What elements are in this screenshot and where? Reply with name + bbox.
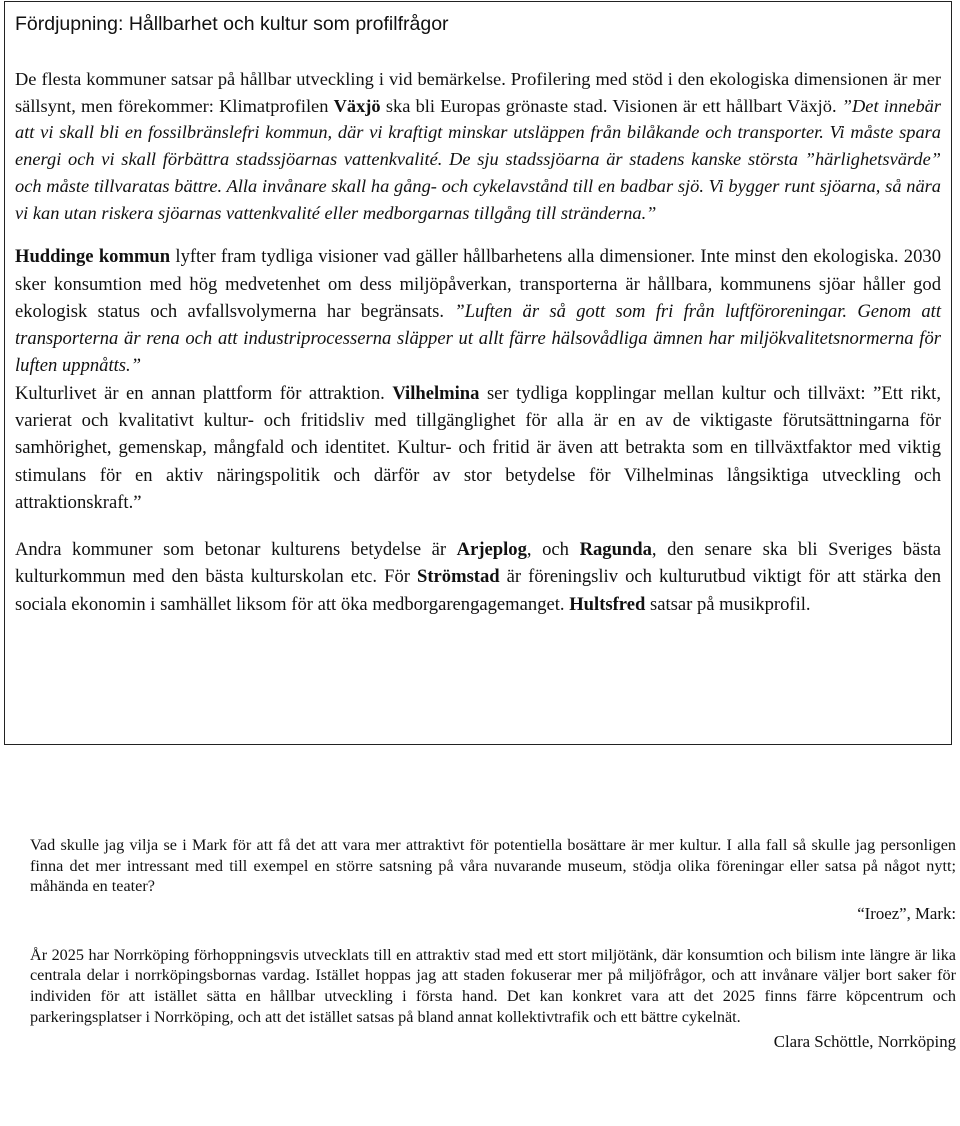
text-span: Kulturlivet är en annan plattform för attraktion.	[15, 382, 393, 404]
quote-author: “Iroez”, Mark:	[857, 903, 956, 923]
text-span: Andra kommuner som betonar kulturens betydelse är	[15, 539, 457, 561]
text-span: , och	[526, 539, 580, 561]
quote-italic: ”Luften är så gott som fri från luftföroreningar. Genom att transporterna är rena och att industriprocesserna släpper ut allt färre hälsovådliga ämnen har miljökvalitetsnormerna för luften uppnåtts.”	[15, 300, 941, 377]
municipality-name: Ragunda	[579, 539, 652, 561]
citizen-quotes	[30, 835, 956, 1053]
municipality-name: Vilhelmina	[392, 382, 480, 404]
municipality-name: Hultsfred	[569, 593, 646, 615]
paragraph-vaxjo	[15, 66, 941, 226]
text-span: , den senare ska bli Sveriges bästa kulturkommun med den bästa kulturskolan etc. För	[15, 539, 941, 588]
quote-text: År 2025 har Norrköping förhoppningsvis utvecklats till en attraktiv stad med ett stort miljötänk, där konsumtion och bilism inte längre är lika centrala delar i norrköpingsbornas vardag. Istället hoppas jag att staden fokuserar mer på miljöfrågor, och att invånare väljer bort saker för individen för att istället sätta en hållbar utveckling i första hand. Det kan konkret vara att det 2025 finns färre köpcentrum och parkeringsplatser i Norrköping, och att det istället satsas på bland annat kollektivtrafik och ett bättre cykelnät.	[30, 945, 956, 1026]
paragraph-other-municipalities	[15, 536, 941, 618]
text-span: De flesta kommuner satsar på hållbar utveckling i vid bemärkelse. Profilering med stöd i den ekologiska dimensionen är mer sällsynt, men förekommer: Klimatprofilen	[15, 69, 941, 116]
municipality-name: Huddinge kommun	[15, 246, 171, 268]
municipality-name: Arjeplog	[456, 539, 527, 561]
paragraph-huddinge	[15, 243, 941, 379]
quote-author: Clara Schöttle, Norrköping	[773, 1032, 956, 1052]
municipality-name: Strömstad	[417, 566, 500, 588]
text-span: lyfter fram tydliga visioner vad gäller hållbarhetens alla dimensioner. Inte minst den ekologiska. 2030 sker konsumtion med hög medvetenhet om dess miljöpåverkan, transporterna är hållbara, kommunens sjöar håller god ekologisk status och avfallsvolymerna har begränsats.	[15, 246, 941, 322]
text-span: är föreningsliv och kulturutbud viktigt för att stärka den sociala ekonomin i samhället liksom för att öka medborgarengagemanget.	[15, 566, 941, 615]
municipality-name: Växjö	[333, 95, 381, 116]
text-span: satsar på musikprofil.	[645, 593, 811, 615]
quote-italic: ”Det innebär att vi skall bli en fossilbränslefri kommun, där vi kraftigt minskar utsläppen från bilåkande och transporter. Vi måste spara energi och vi skall förbättra stadssjöarnas vattenkvalité. De sju stadssjöarna är stadens kanske största ”härlighetsvärde” och måste tillvaratas bättre. Alla invånare skall ha gång- och cykelavstånd till en badbar sjö. Vi bygger runt sjöarna, så nära vi kan utan riskera sjöarnas vattenkvalité eller medborgarnas tillgång till stränderna.”	[15, 95, 941, 223]
box-heading: Fördjupning: Hållbarhet och kultur som profilfrågor	[15, 13, 449, 35]
paragraph-vilhelmina	[15, 380, 941, 516]
text-span: ser tydliga kopplingar mellan kultur och tillväxt: ”Ett rikt, varierat och kvalitativt kultur- och fritidsliv med tillgänglighet för alla är en av de viktigaste förutsättningarna för samhörighet, gemenskap, mångfald och identitet. Kultur- och fritid är även att betrakta som en tillväxtfaktor med viktig stimulans för en aktiv näringspolitik och därför av stor betydelse för Vilhelminas långsiktiga utveckling och attraktionskraft.”	[15, 382, 941, 513]
fact-box	[4, 1, 952, 745]
text-span: ska bli Europas grönaste stad. Visionen är ett hållbart Växjö.	[380, 95, 842, 116]
quote-text: Vad skulle jag vilja se i Mark för att få det att vara mer attraktivt för potentiella bosättare är mer kultur. I alla fall så skulle jag personligen finna det mer intressant med till exempel en större satsning på våra nuvarande museum, stödja olika föreningar eller satsa på något nytt; måhända en teater?	[30, 836, 956, 896]
